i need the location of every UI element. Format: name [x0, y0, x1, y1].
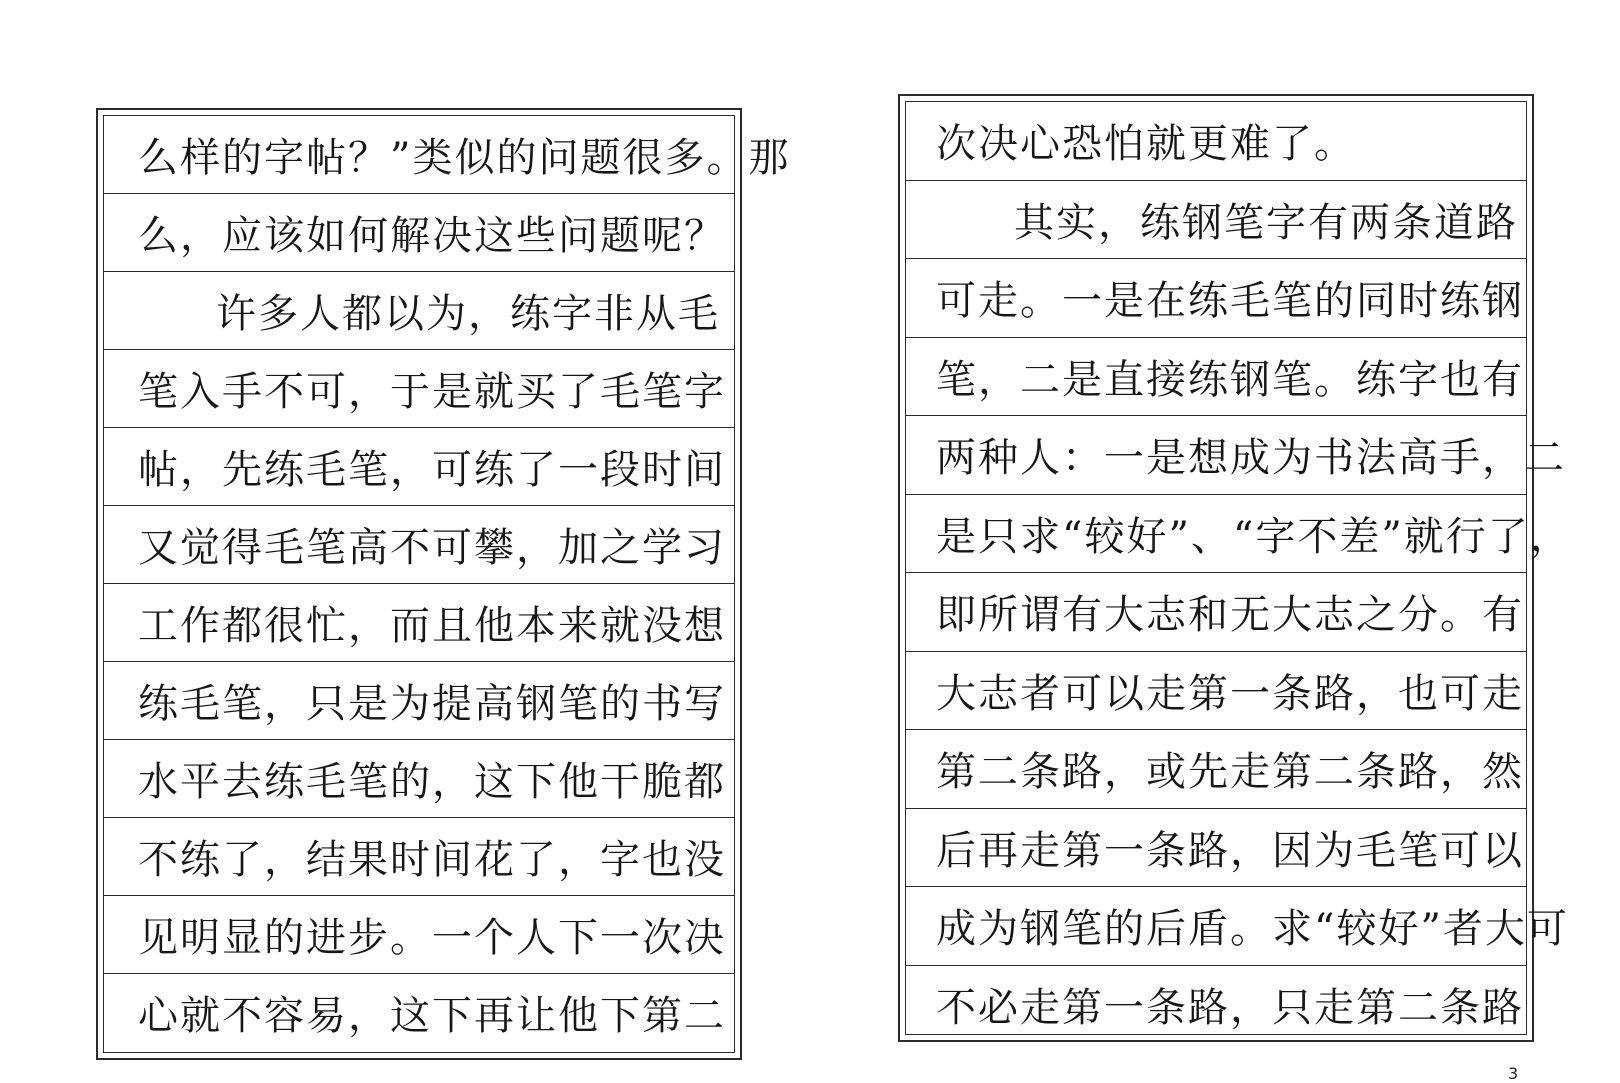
text-line: 不练了，结果时间花了，字也没	[104, 818, 734, 896]
right-page-inner-frame	[905, 101, 1572, 1035]
text-line: 次决心恐怕就更难了。	[906, 102, 1526, 181]
page-number: 3	[1508, 1064, 1519, 1083]
text-line: 心就不容易，这下再让他下第二	[138, 993, 726, 1039]
text-line: 水平去练毛笔的，这下他干脆都	[104, 740, 734, 818]
text-line: 么样的字帖？”类似的问题很多。那	[104, 116, 734, 194]
text-line: 第二条路，或先走第二条路，然	[906, 730, 1526, 809]
text-line: 笔入手不可，于是就买了毛笔字	[104, 350, 734, 428]
text-line: 其实，练钢笔字有两条道路	[906, 181, 1526, 260]
text-line: 么，应该如何解决这些问题呢？	[104, 194, 734, 272]
text-line: 工作都很忙，而且他本来就没想	[104, 584, 734, 662]
text-line: 帖，先练毛笔，可练了一段时间	[104, 428, 734, 506]
text-line: 笔，二是直接练钢笔。练字也有	[906, 338, 1526, 417]
text-line: 大志者可以走第一条路，也可走	[906, 652, 1526, 731]
text-line: 可走。一是在练毛笔的同时练钢	[906, 259, 1526, 338]
text-line: 许多人都以为，练字非从毛	[104, 272, 734, 350]
text-line: 练毛笔，只是为提高钢笔的书写	[104, 662, 734, 740]
text-line: 两种人：一是想成为书法高手，二	[906, 416, 1526, 495]
left-page	[96, 108, 791, 1060]
text-line: 不必走第一条路，只走第二条路	[936, 984, 1524, 1031]
text-line: 后再走第一条路，因为毛笔可以	[906, 809, 1526, 888]
text-line: 即所谓有大志和无大志之分。有	[906, 573, 1526, 652]
text-line: 成为钢笔的后盾。求“较好”者大可	[906, 887, 1526, 966]
left-page-inner-frame	[103, 115, 791, 1053]
text-line: 是只求“较好”、“字不差”就行了，	[906, 495, 1526, 574]
text-line: 见明显的进步。一个人下一次决	[104, 896, 734, 974]
text-line: 又觉得毛笔高不可攀，加之学习	[104, 506, 734, 584]
right-page	[898, 94, 1572, 1042]
